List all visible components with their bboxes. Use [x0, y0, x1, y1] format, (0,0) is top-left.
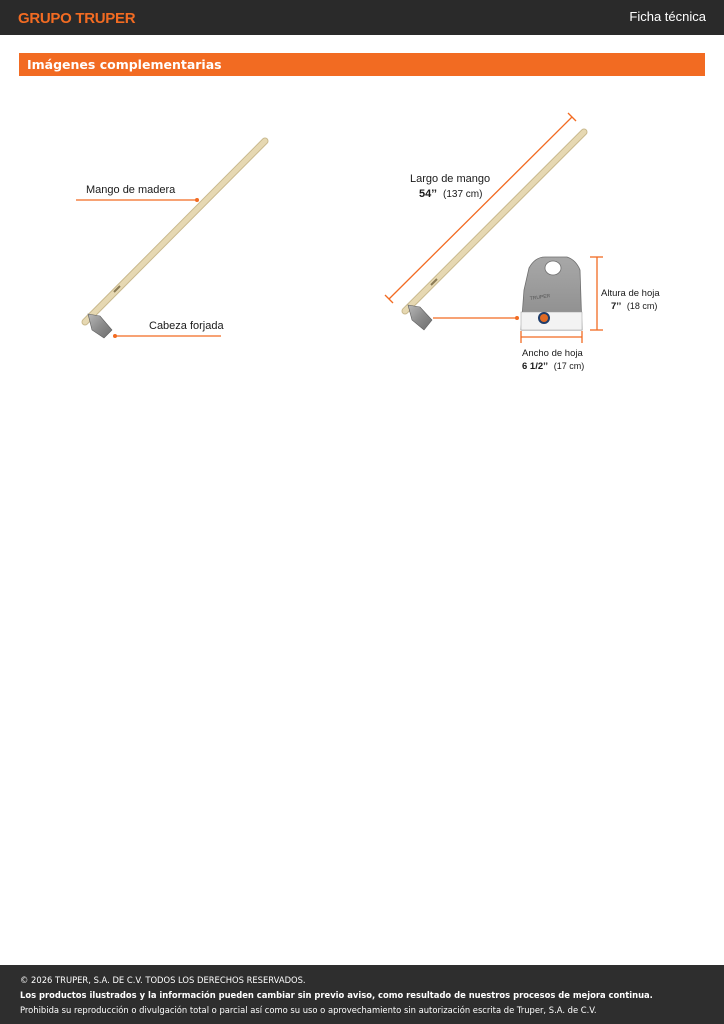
- section-header: [19, 53, 705, 76]
- callout-head-type: [113, 320, 224, 338]
- blade-width-value: 6 1/2’’: [522, 361, 549, 372]
- hoe-left: [85, 141, 265, 338]
- blade-brand-mark: TRUPER: [529, 293, 551, 302]
- handle-material-label: Mango de madera: [86, 184, 176, 196]
- handle-length-value: 54’’: [419, 188, 437, 200]
- dimension-blade-height: [590, 257, 660, 330]
- blade-height-label: Altura de hoja: [601, 288, 660, 299]
- callout-blade-detail: [433, 316, 519, 320]
- footer: [0, 965, 724, 1024]
- blade-detail: [521, 257, 582, 330]
- svg-text:54’’ (137 cm): [419, 188, 482, 200]
- blade-width-label: Ancho de hoja: [522, 348, 583, 359]
- document-type: Ficha técnica: [629, 9, 706, 24]
- svg-text:7’’ (18 cm): [611, 301, 657, 312]
- hoe-head-right: [408, 305, 432, 330]
- footer-notice: Los productos ilustrados y la información pueden cambiar sin previo aviso, como resultado de nuestros procesos de mejora continua.: [20, 990, 653, 1000]
- blade-height-metric: (18 cm): [626, 301, 658, 311]
- blade-width-metric: (17 cm): [553, 361, 585, 371]
- dimension-blade-width: [521, 331, 584, 372]
- handle-length-metric: (137 cm): [443, 189, 483, 200]
- brand-logo: GRUPO TRUPER: [18, 10, 136, 27]
- hoe-head-left: [88, 314, 112, 338]
- footer-restriction: Prohibida su reproducción o divulgación total o parcial así como su uso o aprovechamiento sin autorización escrita de Truper, S.A. de C.V.: [20, 1005, 597, 1015]
- blade-edge: [521, 312, 582, 330]
- handle-length-label: Largo de mango: [410, 173, 491, 185]
- blade-height-value: 7’’: [611, 301, 622, 312]
- product-illustrations: [0, 80, 724, 390]
- callout-handle-material: [76, 184, 199, 202]
- svg-text:6 1/2’’ (17 cm): [522, 361, 584, 372]
- top-bar: [0, 0, 724, 35]
- head-type-label: Cabeza forjada: [149, 320, 224, 332]
- section-title: Imágenes complementarias: [27, 57, 222, 72]
- blade-eye: [545, 261, 561, 275]
- footer-copyright: © 2026 TRUPER, S.A. DE C.V. TODOS LOS DERECHOS RESERVADOS.: [20, 975, 306, 985]
